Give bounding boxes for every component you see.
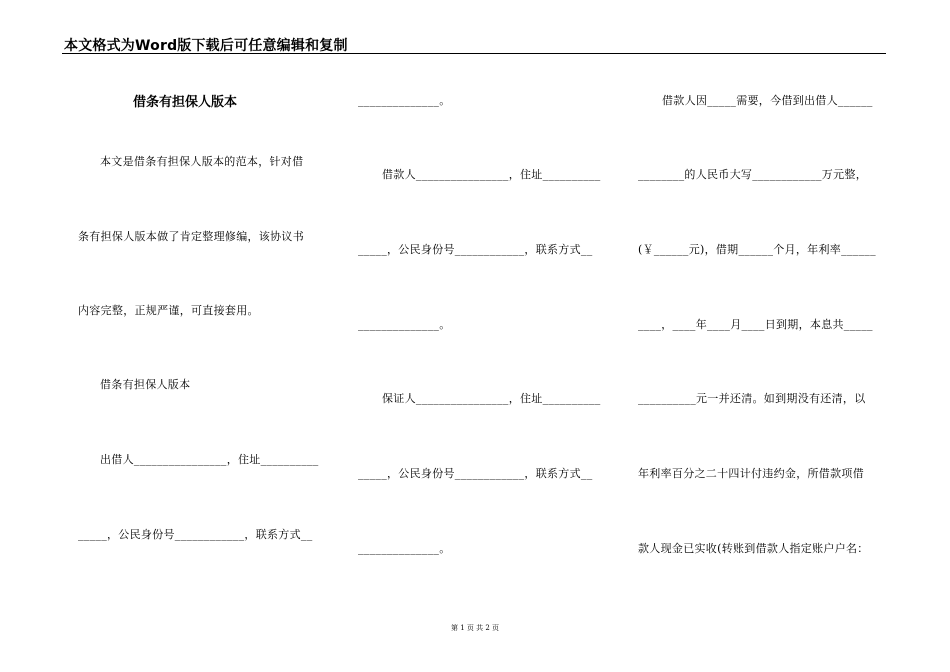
paragraph-line: ________的人民币大写____________万元整，: [638, 168, 867, 181]
paragraph-line: 内容完整，正规严谨，可直接套用。: [78, 304, 259, 317]
header-divider: [62, 53, 886, 54]
paragraph-line: 出借人________________，住址__________: [100, 453, 319, 466]
paragraph-line: 年利率百分之二十四计付违约金，所借款项借: [638, 467, 864, 480]
paragraph-line: 借款人因_____需要，今借到出借人______: [662, 94, 873, 107]
paragraph-line: 保证人________________，住址__________: [382, 392, 601, 405]
document-header: 本文格式为Word版下载后可任意编辑和复制: [64, 38, 348, 54]
document-title: 借条有担保人版本: [133, 95, 238, 110]
paragraph-line: 条有担保人版本做了肯定整理修编，该协议书: [78, 230, 304, 243]
paragraph-line: (￥______元)，借期______个月，年利率______: [638, 243, 876, 256]
paragraph-line: ____，____年____月____日到期，本息共_____: [638, 318, 873, 331]
section-heading: 借条有担保人版本: [100, 378, 191, 391]
paragraph-line: ______________。: [358, 542, 451, 555]
paragraph-line: _____，公民身份号____________，联系方式__: [78, 528, 313, 541]
paragraph-line: 款人现金已实收(转账到借款人指定账户户名：: [638, 542, 869, 555]
paragraph-line: 借款人________________，住址__________: [382, 168, 601, 181]
page-number: 第 1 页 共 2 页: [450, 624, 500, 632]
paragraph-line: ______________。: [358, 94, 451, 107]
paragraph-line: _____，公民身份号____________，联系方式__: [358, 467, 593, 480]
paragraph-line: 本文是借条有担保人版本的范本，针对借: [100, 155, 304, 168]
paragraph-line: ______________。: [358, 318, 451, 331]
paragraph-line: _____，公民身份号____________，联系方式__: [358, 243, 593, 256]
paragraph-line: __________元一并还清。如到期没有还清，以: [638, 392, 866, 405]
